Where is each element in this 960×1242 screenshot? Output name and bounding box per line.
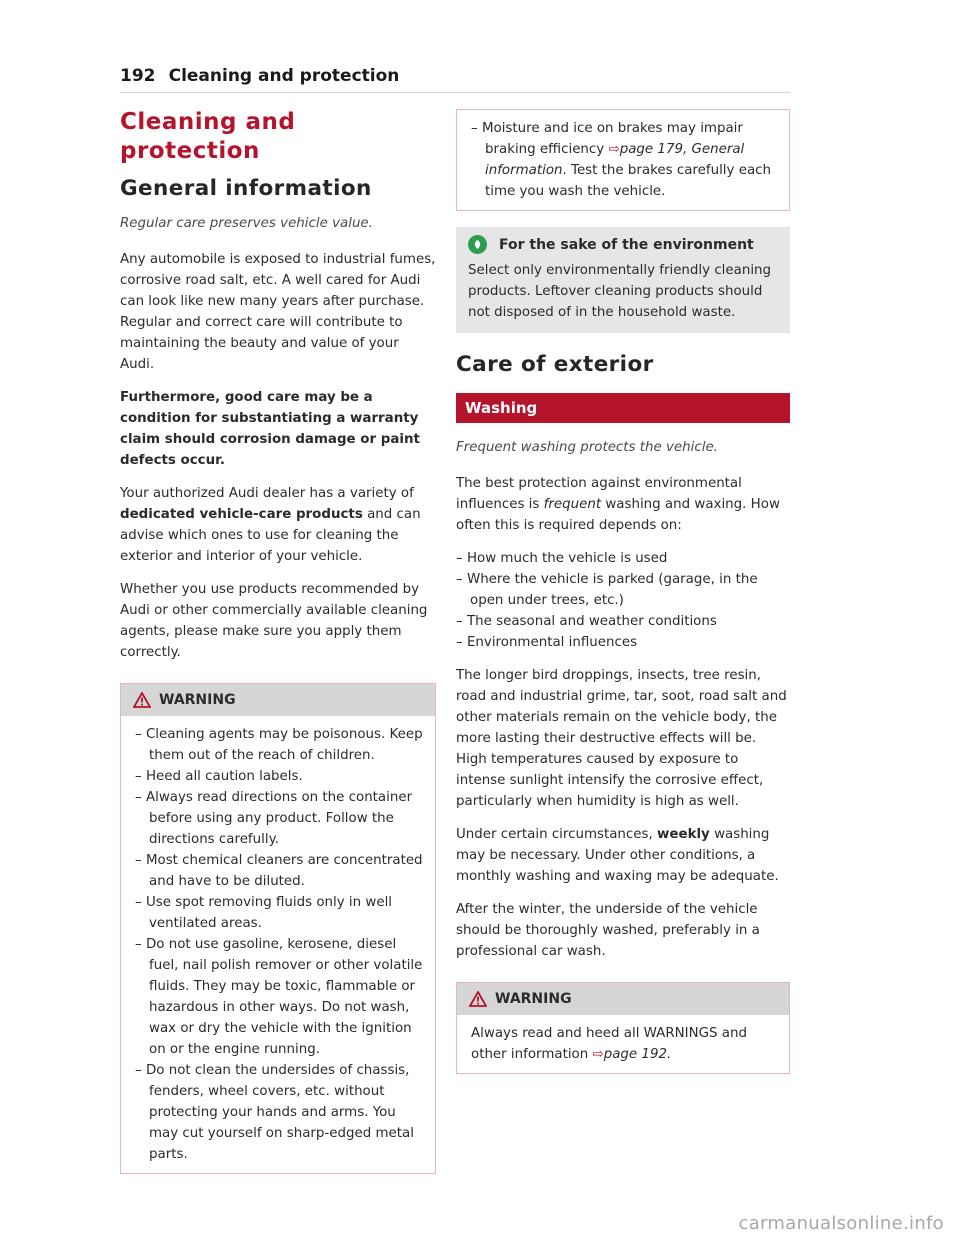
section-heading-care-of-exterior: Care of exterior [456, 352, 654, 377]
list-item: – Moisture and ice on brakes may impair braking efficiency ⇨page 179, General information. Test the brakes carefully each time you wash the vehicle. [471, 121, 771, 199]
conditions-list [456, 548, 790, 653]
warning-text: Always read and heed all WARNINGS and other information ⇨page 192. [471, 1026, 747, 1062]
list-item: – Cleaning agents may be poisonous. Keep them out of the reach of children. [135, 727, 423, 763]
environment-text: Select only environmentally friendly cleaning products. Leftover cleaning products should not disposed of in the household waste. [468, 263, 772, 320]
subsection-bar-washing: Washing [456, 393, 790, 423]
environment-note [456, 227, 790, 333]
paragraph: After the winter, the underside of the vehicle should be thoroughly washed, preferably in a professional car wash. [456, 902, 760, 959]
list-item: – Where the vehicle is parked (garage, in the open under trees, etc.) [456, 572, 758, 608]
warning-list [121, 716, 435, 1173]
page-number: 192 [120, 66, 156, 86]
watermark: carmanualsonline.info [738, 1213, 944, 1234]
warning-box-2 [456, 982, 790, 1074]
reference-arrow-icon: ⇨ [592, 1047, 604, 1062]
list-item: – Environmental influences [456, 635, 638, 650]
paragraph: Whether you use products recommended by Audi or other commercially available cleaning agents, please make sure you apply them correctly. [120, 582, 428, 660]
page-header [120, 66, 790, 93]
list-item: – The seasonal and weather conditions [456, 614, 717, 629]
warning-continuation-box [456, 109, 790, 211]
warning-header: WARNING [121, 684, 435, 716]
warning-box [120, 683, 436, 1174]
chapter-title: Cleaning and protection [120, 109, 296, 164]
warning-triangle-icon [133, 692, 151, 708]
reference-arrow-icon: ⇨ [608, 142, 620, 157]
list-item: – Do not use gasoline, kerosene, diesel fuel, nail polish remover or other volatile fluids. They may be toxic, flammable or hazardous in other ways. Do not wash, wax or dry the vehicle with the ignition on or the engine running. [135, 937, 423, 1057]
right-column [456, 109, 790, 1074]
paragraph: Any automobile is exposed to industrial fumes, corrosive road salt, etc. A well cared for Audi can look like new many years after purchase. Regular and correct care will contribute to maintaining the beauty and value of your Audi. [120, 252, 436, 372]
paragraph: The longer bird droppings, insects, tree resin, road and industrial grime, tar, soot, road salt and other materials remain on the vehicle body, the more lasting their destructive effects will be. High temperatures caused by exposure to intense sunlight intensify the corrosive effect, particularly when humidity is high as well. [456, 668, 787, 809]
environment-leaf-icon [468, 235, 487, 254]
list-item: – Always read directions on the container before using any product. Follow the directions carefully. [135, 790, 413, 847]
page-reference-link[interactable]: page 192. [603, 1047, 672, 1062]
page-reference-link[interactable]: page 179, General information [485, 142, 745, 178]
warning-triangle-icon [469, 991, 487, 1007]
environment-header: For the sake of the environment [468, 235, 778, 254]
running-section-title: Cleaning and protection [168, 66, 400, 86]
paragraph: The best protection against environmental influences is frequent washing and waxing. How often this is required depends on: [456, 476, 780, 533]
list-item: – Do not clean the undersides of chassis, fenders, wheel covers, etc. without protecting your hands and arms. You may cut yourself on sharp-edged metal parts. [135, 1063, 414, 1162]
left-column [120, 108, 436, 1174]
intro-text: Regular care preserves vehicle value. [120, 216, 373, 231]
intro-text: Frequent washing protects the vehicle. [456, 440, 718, 455]
bold-paragraph: Furthermore, good care may be a condition for substantiating a warranty claim should corrosion damage or paint defects occur. [120, 390, 420, 468]
section-heading-general-information: General information [120, 176, 372, 201]
warning-header: WARNING [457, 983, 789, 1015]
paragraph: Your authorized Audi dealer has a variety of dedicated vehicle-care products and can advise which ones to use for cleaning the exterior and interior of your vehicle. [120, 486, 421, 564]
list-item: – Heed all caution labels. [135, 769, 303, 784]
paragraph: Under certain circumstances, weekly washing may be necessary. Under other conditions, a monthly washing and waxing may be adequate. [456, 827, 779, 884]
list-item: – Use spot removing fluids only in well ventilated areas. [135, 895, 393, 931]
list-item: – Most chemical cleaners are concentrated and have to be diluted. [135, 853, 423, 889]
list-item: – How much the vehicle is used [456, 551, 668, 566]
